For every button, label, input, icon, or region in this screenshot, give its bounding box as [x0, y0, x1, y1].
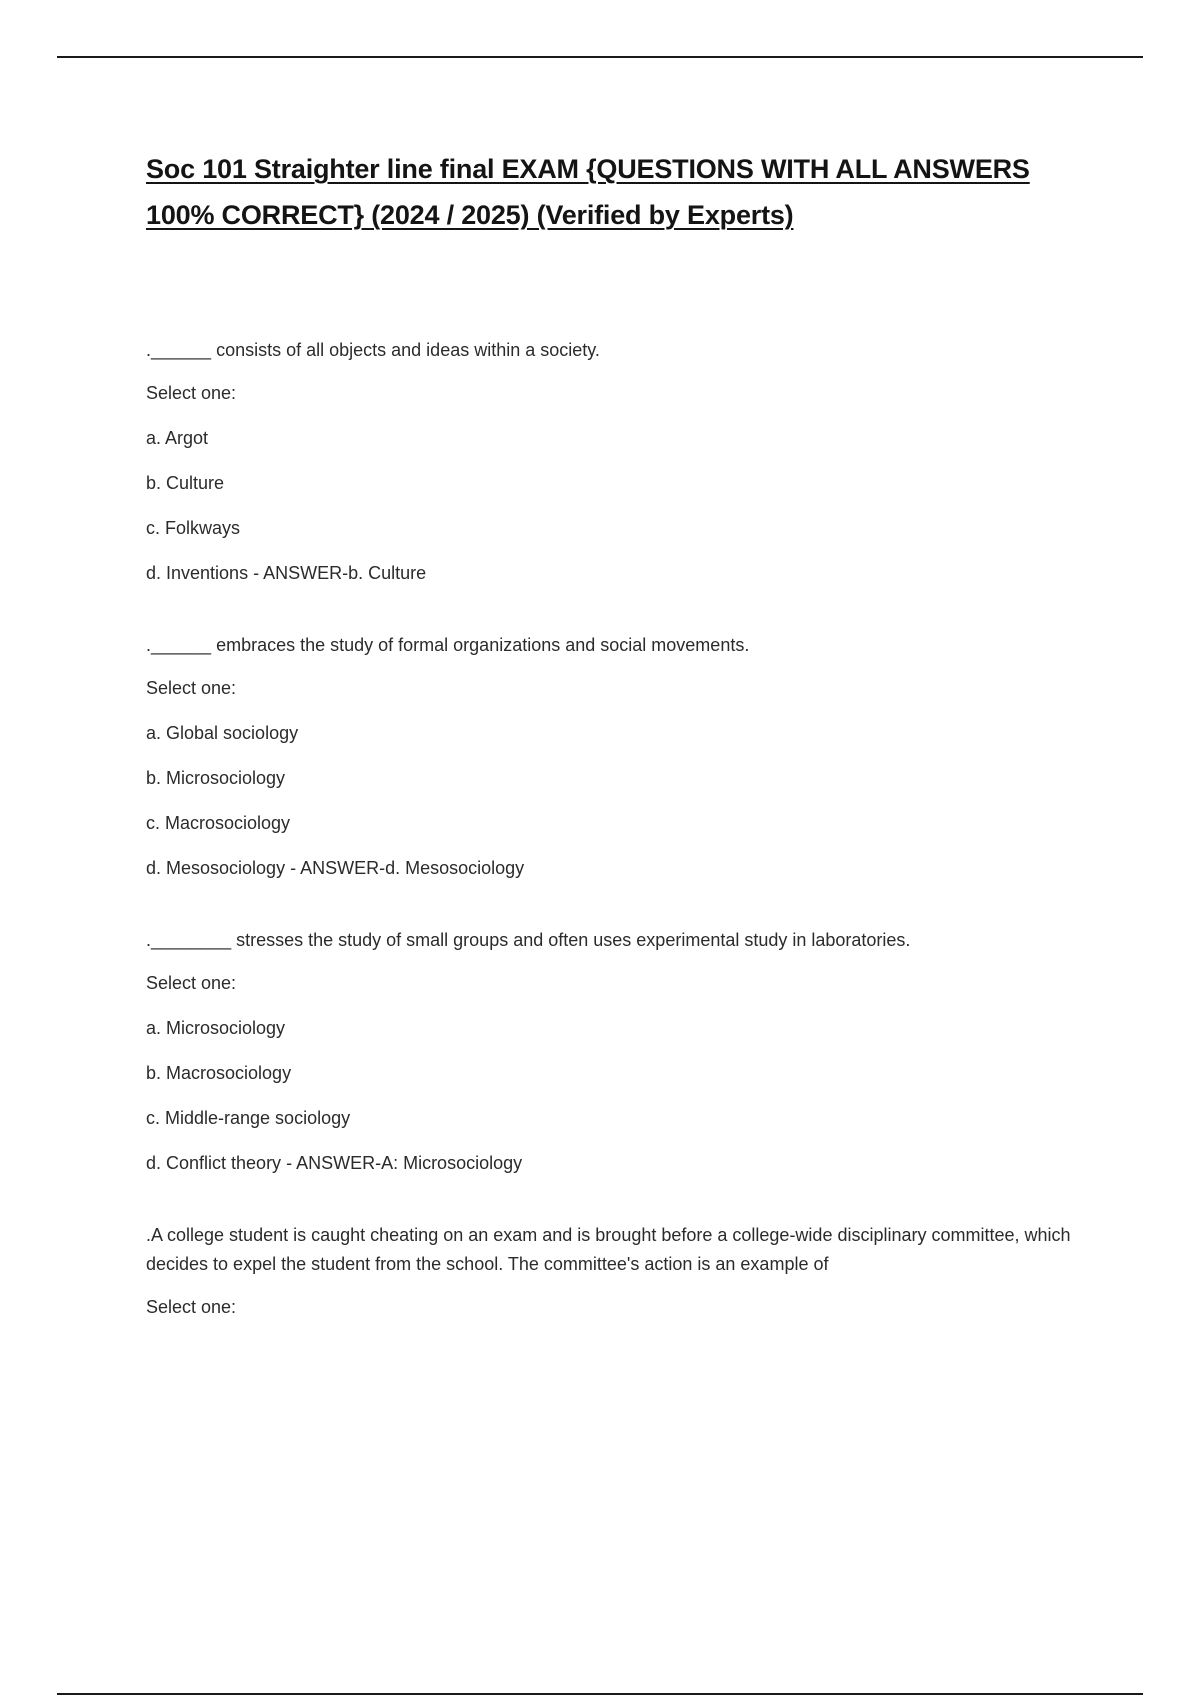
question-2	[146, 631, 1076, 880]
answer-option: b. Culture	[146, 473, 225, 493]
question-prompt: .A college student is caught cheating on an exam and is brought before a college-wide disciplinary committee, which decides to expel the student from the school. The committee's action is an example of	[146, 1225, 1071, 1274]
question-1	[146, 336, 1076, 585]
header-rule	[57, 56, 1143, 58]
question-prompt: .______ embraces the study of formal organizations and social movements.	[146, 635, 750, 655]
select-one-label: Select one:	[146, 973, 237, 993]
question-prompt: .______ consists of all objects and ideas within a society.	[146, 340, 600, 360]
document-title: Soc 101 Straighter line final EXAM {QUESTIONS WITH ALL ANSWERS 100% CORRECT} (2024 / 2025) (Verified by Experts)	[146, 154, 1030, 230]
question-list	[146, 336, 1076, 1319]
answer-option: c. Macrosociology	[146, 813, 291, 833]
answer-option: a. Global sociology	[146, 723, 299, 743]
answer-option: b. Macrosociology	[146, 1063, 292, 1083]
answer-option: d. Conflict theory - ANSWER-A: Microsociology	[146, 1153, 523, 1173]
select-one-label: Select one:	[146, 1297, 237, 1317]
answer-option: a. Argot	[146, 428, 209, 448]
answer-option: d. Inventions - ANSWER-b. Culture	[146, 563, 427, 583]
answer-option: c. Folkways	[146, 518, 241, 538]
footer-rule	[57, 1693, 1143, 1695]
answer-option: c. Middle-range sociology	[146, 1108, 351, 1128]
select-one-label: Select one:	[146, 383, 237, 403]
question-3	[146, 926, 1076, 1175]
document-body	[146, 146, 1076, 1365]
question-prompt: .________ stresses the study of small groups and often uses experimental study in laboratories.	[146, 930, 911, 950]
question-4	[146, 1221, 1076, 1319]
answer-option: a. Microsociology	[146, 1018, 286, 1038]
select-one-label: Select one:	[146, 678, 237, 698]
answer-option: d. Mesosociology - ANSWER-d. Mesosociology	[146, 858, 525, 878]
answer-option: b. Microsociology	[146, 768, 286, 788]
